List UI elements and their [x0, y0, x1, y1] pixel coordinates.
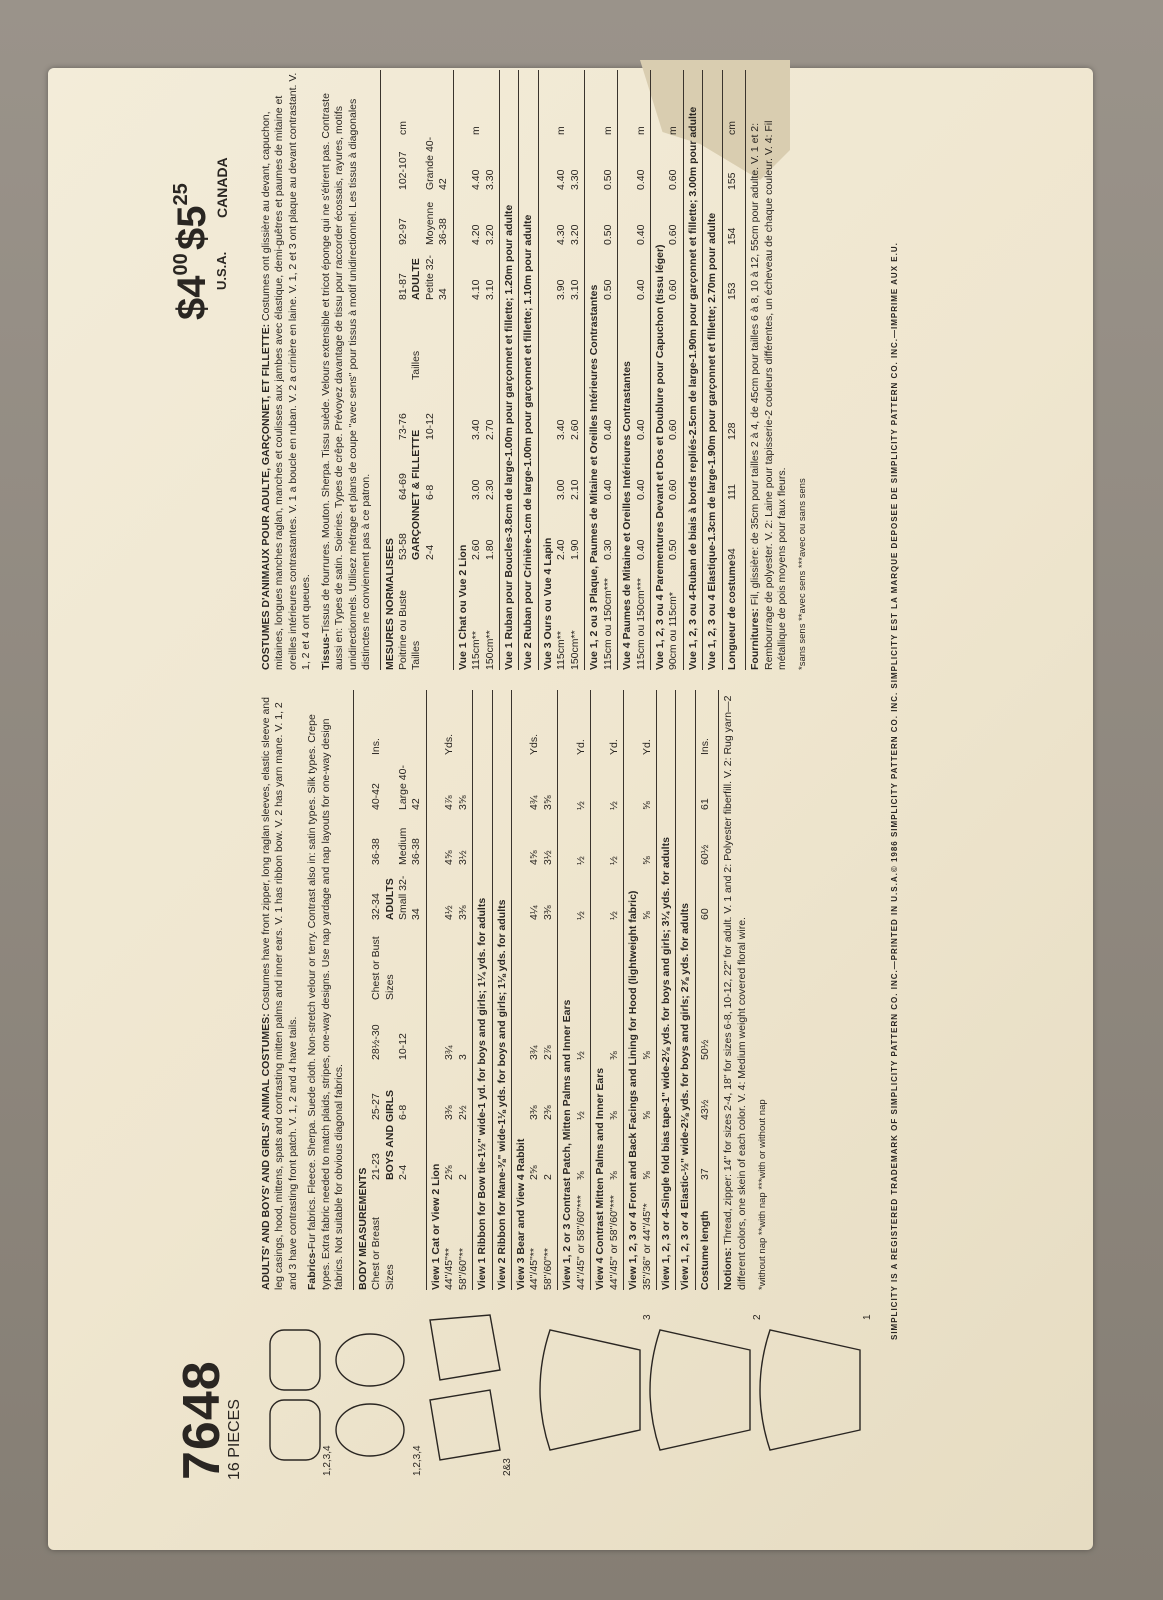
vue3-115-row	[555, 70, 568, 670]
facings-row	[641, 690, 654, 1290]
vue1-m: m	[470, 126, 483, 135]
parementures	[650, 70, 681, 670]
tailles-label-2: Tailles	[410, 350, 423, 380]
view4-contrast-v5: ½	[607, 856, 620, 865]
vue1-150-v3: 2.70	[483, 419, 496, 440]
vue4-paumes-title: Vue 4 Paumes de Mitaine et Oreilles Intérieures Contrastantes	[621, 361, 634, 670]
length-v2: 43½	[698, 1099, 711, 1120]
pieces-count: 16 PIECES	[226, 1399, 243, 1480]
plaque-v3: 0.40	[601, 419, 614, 440]
view1-60-v5: 3½	[456, 850, 469, 865]
mesures-title: MESURES NORMALISEES	[383, 538, 396, 670]
poitrine-label: Poitrine ou Buste	[396, 590, 409, 670]
adults-label: ADULTS	[383, 878, 396, 920]
longueur-v5: 154	[725, 227, 738, 245]
poitrine-v6: 102-107	[396, 151, 409, 190]
parementures-m: m	[667, 126, 680, 135]
vue3-115-v4: 3.90	[555, 279, 568, 300]
price-usa-cents: 00	[170, 253, 192, 276]
contrast-patch-yd: Yd.	[574, 739, 587, 755]
vue1-150-v6: 3.30	[483, 169, 496, 190]
french-description-text: Costumes ont glissière au devant, capuchon, mitaines, longues manches raglan, manches et coulisses aux jambes avec élastique, demi-guêtres et paumes de mitaine et oreilles intérieures contrastantes. V. 1 a boucle en ruban. V. 2 a crinière en laine. V. 1, 2 et 3 ont plaque au devant contrastant. V. 1, 2 et 4 ont queues.	[260, 72, 313, 670]
envelope-content	[170, 40, 910, 1480]
view3-60-label: 58"/60"**	[541, 1248, 554, 1290]
price-canada-cents: 25	[170, 183, 192, 206]
poitrine-v4: 81-87	[396, 273, 409, 300]
french-column	[260, 70, 810, 670]
vue3-115-v1: 2.40	[555, 539, 568, 560]
view1-45-row	[443, 690, 456, 1290]
taille-10-12: 10-12	[423, 413, 436, 440]
mitten-sketch-2	[336, 1334, 404, 1386]
parementures-v3: 0.60	[667, 419, 680, 440]
view1-45-label: 44"/45"**	[443, 1248, 456, 1290]
view4-contrast-v2: ⅜	[607, 1111, 620, 1120]
sizes-row	[384, 690, 397, 1290]
parementures-v4: 0.60	[667, 279, 680, 300]
tissus-text: Tissus de fourrures. Mouton. Sherpa. Tissu suède. Velours extensible et tricot éponge qui ne s'étirent pas. Contraste aussi en: Types de satin. Soieries. Types de crêpe. Prévoyez davantage de tissu pour raccorder écossais, rayures, motifs unidirectionnels. Utilisez métrage et plans de coupe "avec sens" pour tissus à motif unidirectionnel. Les tissus à diagonales distinctes ne conviennent pas à ce patron.	[319, 93, 373, 670]
hood-sketch	[270, 1400, 320, 1460]
view4-contrast-v6: ½	[607, 801, 620, 810]
parementures-v1: 0.50	[667, 539, 680, 560]
costume-view-4-sketch	[540, 1330, 640, 1450]
longueur-row	[726, 70, 739, 670]
taille-moyenne: Moyenne 36-38	[423, 201, 450, 245]
longueur-v2: 111	[725, 484, 738, 500]
vue3-150-v5: 3.20	[568, 224, 581, 245]
price-usa	[170, 253, 215, 320]
facings-v6: ⅝	[640, 801, 653, 810]
longueur-v3: 128	[725, 422, 738, 440]
taille-grande: Grande 40-42	[423, 136, 450, 190]
view3-45-label: 44"/45"**	[528, 1248, 541, 1290]
canada-label: CANADA	[214, 157, 230, 218]
longueur-label: Longueur de costume	[725, 560, 738, 670]
view4-contrast-row	[608, 690, 621, 1290]
facings-v4: ⅝	[640, 911, 653, 920]
vue4-paumes-v3: 0.40	[634, 419, 647, 440]
costume-view-3-sketch	[650, 1330, 750, 1450]
chest-v3: 28½-30	[370, 1024, 383, 1060]
sizes-values-row	[397, 690, 424, 1290]
fournitures	[745, 70, 789, 670]
view1-60-v1: 2	[456, 1174, 469, 1180]
fournitures-label: Fournitures:	[749, 608, 762, 670]
view1-45-v5: 4⅝	[443, 850, 456, 865]
fabrics-label: Fabrics-	[306, 1249, 319, 1290]
costume-length-row	[699, 690, 712, 1290]
contrast-patch-v2: ½	[574, 1111, 587, 1120]
vue1-title: Vue 1 Chat ou Vue 2 Lion	[456, 544, 469, 670]
facings-v2: ⅝	[640, 1111, 653, 1120]
plaque-v1: 0.30	[601, 539, 614, 560]
view1-yardage	[426, 690, 470, 1290]
length-v6: 61	[698, 798, 711, 810]
fabrics-block	[306, 690, 346, 1290]
view1-ribbon: View 1 Ribbon for Bow tie-1½" wide-1 yd. for boys and girls; 1¼ yds. for adults	[472, 690, 489, 1290]
view1-45-v2: 3⅜	[443, 1105, 456, 1120]
costume-illustrations	[260, 1300, 900, 1480]
vue1-150-row	[484, 70, 497, 670]
view3-45-v6: 4¾	[528, 795, 541, 810]
body-measurements-title: BODY MEASUREMENTS	[356, 1167, 369, 1290]
vue3-115-v2: 3.00	[555, 479, 568, 500]
size-small: Small 32-34	[396, 875, 423, 920]
length-ins: Ins.	[698, 738, 711, 755]
body-measurements	[353, 690, 424, 1290]
vue1-115-v1: 2.60	[470, 539, 483, 560]
chest-v1: 21-23	[370, 1153, 383, 1180]
contrast-patch-v1: ⅜	[574, 1171, 587, 1180]
view3-45-v5: 4⅝	[528, 850, 541, 865]
vue4-paumes-fabric: 115cm ou 150cm***	[634, 577, 647, 670]
mesures	[380, 70, 451, 670]
tailles-row	[410, 70, 423, 670]
tailles-spacer	[424, 560, 451, 670]
view4-contrast-fabric: 44"/45" or 58"/60"***	[607, 1195, 620, 1290]
chest-row	[370, 690, 383, 1290]
view3-60-v1: 2	[541, 1174, 554, 1180]
view1-60-row	[457, 690, 470, 1290]
plaque-fabric: 115cm ou 150cm***	[601, 577, 614, 670]
vue4-paumes	[617, 70, 648, 670]
sizes-label-2: Sizes	[383, 974, 396, 1000]
fabrics-text: Fur fabrics. Fleece. Sherpa. Suede cloth. Non-stretch velour or terry. Contrast also in: satin types. Silk types. Crepe types. Extra fabric needed to match plaids, stripes, one-way designs. Use nap yardage and nap layouts for one-way design fabrics. Not suitable for obvious diagonal fabrics.	[306, 714, 346, 1290]
view3-title: View 3 Bear and View 4 Rabbit	[515, 1138, 527, 1290]
hood-sketch-2	[270, 1330, 320, 1390]
usa-label: U.S.A.	[214, 251, 229, 290]
vue4-paumes-v5: 0.40	[634, 224, 647, 245]
facings-v5: ⅝	[640, 856, 653, 865]
view3-45-v4: 4¼	[528, 905, 541, 920]
illus-label-b: 1,2,3,4	[412, 1445, 423, 1476]
view3-yardage	[511, 690, 555, 1290]
vue3-150-v2: 2.10	[568, 479, 581, 500]
bust-v2: 36-38	[370, 838, 383, 865]
contrast-patch-title: View 1, 2 or 3 Contrast Patch, Mitten Palms and Inner Ears	[561, 999, 574, 1290]
parementures-row	[667, 70, 680, 670]
vue4-paumes-v1: 0.40	[634, 539, 647, 560]
chest-label: Chest or Breast	[370, 1217, 383, 1290]
spat-sketch	[430, 1390, 500, 1460]
contrast-patch-v6: ½	[574, 801, 587, 810]
contrast-patch-v3: ½	[574, 1051, 587, 1060]
vue3-115-v5: 4.30	[555, 224, 568, 245]
vue1-115-row	[470, 70, 483, 670]
tissus-label: Tissus-	[319, 633, 332, 670]
view1-45-v3: 3¾	[443, 1045, 456, 1060]
price-canada-dollars: $5	[170, 205, 214, 250]
vue1-150-label: 150cm**	[483, 630, 496, 670]
chest-v2: 25-27	[370, 1093, 383, 1120]
longueur	[722, 70, 739, 670]
notions-label: Notions:	[722, 1247, 735, 1290]
taille-2-4: 2-4	[423, 544, 436, 560]
view1-title: View 1 Cat or View 2 Lion	[429, 1163, 442, 1290]
facings	[623, 690, 654, 1290]
view4-contrast	[590, 690, 621, 1290]
boys-girls-label: BOYS AND GIRLS	[383, 1089, 396, 1180]
vue3-150-v3: 2.60	[568, 419, 581, 440]
view4-contrast-v3: ⅜	[607, 1051, 620, 1060]
vue1-115-label: 115cm**	[470, 631, 483, 670]
vue4-paumes-row	[635, 70, 648, 670]
facings-v1: ⅝	[640, 1171, 653, 1180]
view3-60-v5: 3½	[541, 850, 554, 865]
contrast-patch-row	[575, 690, 588, 1290]
fournitures-text: Fil, glissière: de 35cm pour tailles 2 à 4, de 45cm pour tailles 6 à 8, 10 à 12, 55cm pour adulte. V. 1 et 2: Rembourrage de polyester. V. 2: Laine pour tapisserie-2 couleurs différentes, un écheveau de chaque couleur. V. 4: Fil métallique de pois moyens pour faux fleurs.	[749, 120, 788, 670]
vue4-paumes-v6: 0.40	[634, 169, 647, 190]
vue3-150-v6: 3.30	[568, 169, 581, 190]
tailles-label: Tailles	[410, 640, 423, 670]
facings-yd: Yd.	[640, 739, 653, 755]
vue1-115-v5: 4.20	[470, 224, 483, 245]
view4-contrast-yd: Yd.	[607, 739, 620, 755]
tissus-block	[320, 70, 374, 670]
view3-45-row	[528, 690, 541, 1290]
poitrine-row	[397, 70, 410, 670]
illus-label-d: 3	[642, 1314, 653, 1320]
plaque	[584, 70, 615, 670]
tailles-values-row	[424, 70, 451, 670]
plaque-v5: 0.50	[601, 224, 614, 245]
parementures-fabric: 90cm ou 115cm*	[667, 591, 680, 670]
bust-v1: 32-34	[370, 893, 383, 920]
pattern-number: 7648	[173, 1360, 231, 1480]
illus-label-f: 1	[862, 1314, 873, 1320]
view4-contrast-v4: ½	[607, 911, 620, 920]
view3-60-row	[542, 690, 555, 1290]
envelope-header	[170, 40, 250, 1480]
vue1-115-v2: 3.00	[470, 479, 483, 500]
view1-45-v4: 4½	[443, 905, 456, 920]
facings-title: View 1, 2, 3 or 4 Front and Back Facings and Lining for Hood (lightweight fabric)	[627, 890, 640, 1290]
vue3-m: m	[555, 126, 568, 135]
vue4-paumes-m: m	[634, 126, 647, 135]
contrast-patch-fabric: 44"/45" or 58"/60"***	[574, 1195, 587, 1290]
vue1-metrage	[453, 70, 497, 670]
notions-text: Thread, zipper: 14" for sizes 2-4, 18" for sizes 6-8, 10-12, 22" for adult. V. 1 and 2: Polyester fiberfill. V. 2: Rug yarn—2 different colors, one skein of each color. V. 4: Medium weight covered floral wire.	[722, 695, 748, 1290]
biais: Vue 1, 2, 3 ou 4-Ruban de biais à bords repliés-2.5cm de large-1.90m pour garçonnet et fillette; 3.00m pour adulte	[683, 70, 700, 670]
vue1-115-v3: 3.40	[470, 419, 483, 440]
view1-60-v2: 2½	[456, 1105, 469, 1120]
french-description	[260, 70, 314, 670]
view4-contrast-v1: ⅜	[607, 1171, 620, 1180]
vue3-150-label: 150cm**	[568, 630, 581, 670]
vue1-150-v5: 3.20	[483, 224, 496, 245]
view3-45-v1: 2⅝	[528, 1165, 541, 1180]
illus-label-e: 2	[752, 1314, 763, 1320]
vue1-115-v6: 4.40	[470, 169, 483, 190]
view3-45-v2: 3⅜	[528, 1105, 541, 1120]
parementures-v5: 0.60	[667, 224, 680, 245]
poitrine-v1: 53-58	[396, 533, 409, 560]
view3-yds: Yds.	[528, 733, 541, 755]
bias-tape: View 1, 2, 3 or 4-Single fold bias tape-1" wide-2⅛ yds. for boys and girls; 3¼ yds. for adults	[656, 690, 673, 1290]
sizes-spacer-2	[397, 920, 424, 1000]
longueur-v1: 94	[725, 548, 738, 560]
length-v3: 50½	[698, 1039, 711, 1060]
mitten-sketch	[336, 1404, 404, 1456]
vue1-150-v1: 1.80	[483, 539, 496, 560]
contrast-patch	[557, 690, 588, 1290]
vue3-title: Vue 3 Ours ou Vue 4 Lapin	[541, 537, 554, 670]
view3-45-v3: 3¾	[528, 1045, 541, 1060]
vue1-150-v4: 3.10	[483, 279, 496, 300]
plaque-row	[602, 70, 615, 670]
illus-label-c: 2&3	[502, 1458, 513, 1476]
poitrine-v5: 92-97	[396, 218, 409, 245]
longueur-v6: 155	[725, 172, 738, 190]
view3-60-v6: 3⅝	[541, 795, 554, 810]
view1-60-v3: 3	[456, 1054, 469, 1060]
french-title: COSTUMES D'ANIMAUX POUR ADULTE, GARÇONNET, ET FILLETTE:	[260, 323, 272, 670]
length-v5: 60½	[698, 844, 711, 865]
length-v4: 60	[698, 908, 711, 920]
size-2-4: 2-4	[396, 1164, 409, 1180]
adulte-label: ADULTE	[410, 258, 423, 300]
view3-60-v2: 2⅜	[541, 1105, 554, 1120]
poitrine-cm: cm	[396, 121, 409, 135]
contrast-patch-v4: ½	[574, 911, 587, 920]
size-6-8: 6-8	[396, 1104, 409, 1120]
view2-ribbon: View 2 Ribbon for Mane-⅜" wide-1⅛ yds. for boys and girls; 1⅛ yds. for adults	[492, 690, 509, 1290]
sizes-spacer	[397, 1180, 424, 1290]
parementures-title: Vue 1, 2, 3 ou 4 Parementures Devant et Dos et Doublure pour Capuchon (tissu léger)	[653, 244, 666, 670]
plaque-v4: 0.50	[601, 279, 614, 300]
view1-60-v6: 3⅝	[456, 795, 469, 810]
size-large: Large 40-42	[396, 765, 423, 810]
english-footnotes: *without nap **with nap ***with or without nap	[757, 1099, 769, 1290]
vue3-metrage	[538, 70, 582, 670]
english-column	[260, 690, 769, 1290]
plaque-title: Vue 1, 2 ou 3 Plaque, Paumes de Mitaine et Oreilles Intérieures Contrastantes	[588, 284, 601, 670]
vue3-115-label: 115cm**	[555, 631, 568, 670]
plaque-m: m	[601, 126, 614, 135]
english-title: ADULTS' AND BOYS' AND GIRLS' ANIMAL COSTUMES:	[260, 1013, 272, 1290]
elastique: Vue 1, 2, 3 ou 4 Elastique-1.3cm de large-1.90m pour garçonnet et fillette; 2.70m pour adulte	[702, 70, 719, 670]
view1-60-label: 58"/60"**	[456, 1248, 469, 1290]
facings-fabric: 35"/36" or 44"/45"*	[640, 1203, 653, 1290]
price-canada	[170, 183, 215, 250]
contrast-patch-v5: ½	[574, 856, 587, 865]
view1-60-v4: 3⅜	[456, 905, 469, 920]
view1-yds: Yds.	[443, 733, 456, 755]
view3-60-v3: 2⅞	[541, 1045, 554, 1060]
vue4-paumes-v4: 0.40	[634, 279, 647, 300]
sizes-label: Sizes	[383, 1264, 396, 1290]
french-footnotes: *sans sens **avec sens ***avec ou sans sens	[797, 478, 809, 670]
vue4-paumes-v2: 0.40	[634, 479, 647, 500]
trademark-notice: SIMPLICITY IS A REGISTERED TRADEMARK OF SIMPLICITY PATTERN CO. INC.—PRINTED IN U.S.A.© 1986 SIMPLICITY PATTERN CO. INC. SIMPLICITY EST LA MARQUE DEPOSEE DE SIMPLICITY PATTERN CO. INC.—IMPRIME AUX E.U.	[890, 242, 899, 1340]
view1-45-v6: 4⅞	[443, 795, 456, 810]
longueur-v4: 153	[725, 282, 738, 300]
longueur-cm: cm	[725, 121, 738, 135]
plaque-v2: 0.40	[601, 479, 614, 500]
costume-length	[695, 690, 712, 1290]
poitrine-v2: 64-69	[396, 473, 409, 500]
length-v1: 37	[698, 1168, 711, 1180]
illus-label-a: 1,2,3,4	[322, 1445, 333, 1476]
costume-length-label: Costume length	[698, 1210, 711, 1290]
view1-45-v1: 2⅝	[443, 1165, 456, 1180]
price-usa-dollars: $4	[170, 275, 214, 320]
english-description	[260, 690, 300, 1290]
parementures-v6: 0.60	[667, 169, 680, 190]
costume-view-2-sketch	[760, 1330, 860, 1450]
vue2-ruban: Vue 2 Ruban pour Crinière-1cm de large-1.00m pour garçonnet et fillette; 1.10m pour adulte	[518, 70, 535, 670]
garconnet-label: GARÇONNET & FILLETTE	[410, 429, 423, 560]
parementures-v2: 0.60	[667, 479, 680, 500]
bust-v3: 40-42	[370, 783, 383, 810]
vue3-115-v3: 3.40	[555, 419, 568, 440]
english-description-text: Costumes have front zipper, long raglan sleeves, elastic sleeve and leg casings, hood, mittens, spats and contrasting mitten palms and inner ears. V. 1 has ribbon bow. V. 2 has yarn mane. V. 1, 2 and 3 have contrasting front patch. V. 1, 2 and 4 have tails.	[260, 697, 299, 1290]
vue1-150-v2: 2.30	[483, 479, 496, 500]
vue1-ruban: Vue 1 Ruban pour Boucles-3.8cm de large-1.00m pour garçonnet et fillette; 1.20m pour adulte	[499, 70, 516, 670]
notions	[718, 690, 749, 1290]
view3-60-v4: 3⅜	[541, 905, 554, 920]
size-medium: Medium 36-38	[396, 827, 423, 865]
taille-petite: Petite 32-34	[423, 255, 450, 300]
ear-sketch	[430, 1315, 500, 1380]
elastic: View 1, 2, 3 or 4 Elastic-½" wide-2⅛ yds. for boys and girls; 2⅞ yds. for adults	[675, 690, 692, 1290]
vue1-115-v4: 4.10	[470, 279, 483, 300]
vue3-115-v6: 4.40	[555, 169, 568, 190]
view4-contrast-title: View 4 Contrast Mitten Palms and Inner Ears	[594, 1067, 607, 1290]
vue3-150-v1: 1.90	[568, 539, 581, 560]
size-10-12: 10-12	[396, 1033, 409, 1060]
ins-label: Ins.	[370, 738, 383, 755]
bust-label: Chest or Bust	[370, 936, 383, 1000]
vue3-150-v4: 3.10	[568, 279, 581, 300]
vue3-150-row	[569, 70, 582, 670]
facings-v3: ⅝	[640, 1051, 653, 1060]
poitrine-v3: 73-76	[396, 413, 409, 440]
taille-6-8: 6-8	[423, 484, 436, 500]
plaque-v6: 0.50	[601, 169, 614, 190]
